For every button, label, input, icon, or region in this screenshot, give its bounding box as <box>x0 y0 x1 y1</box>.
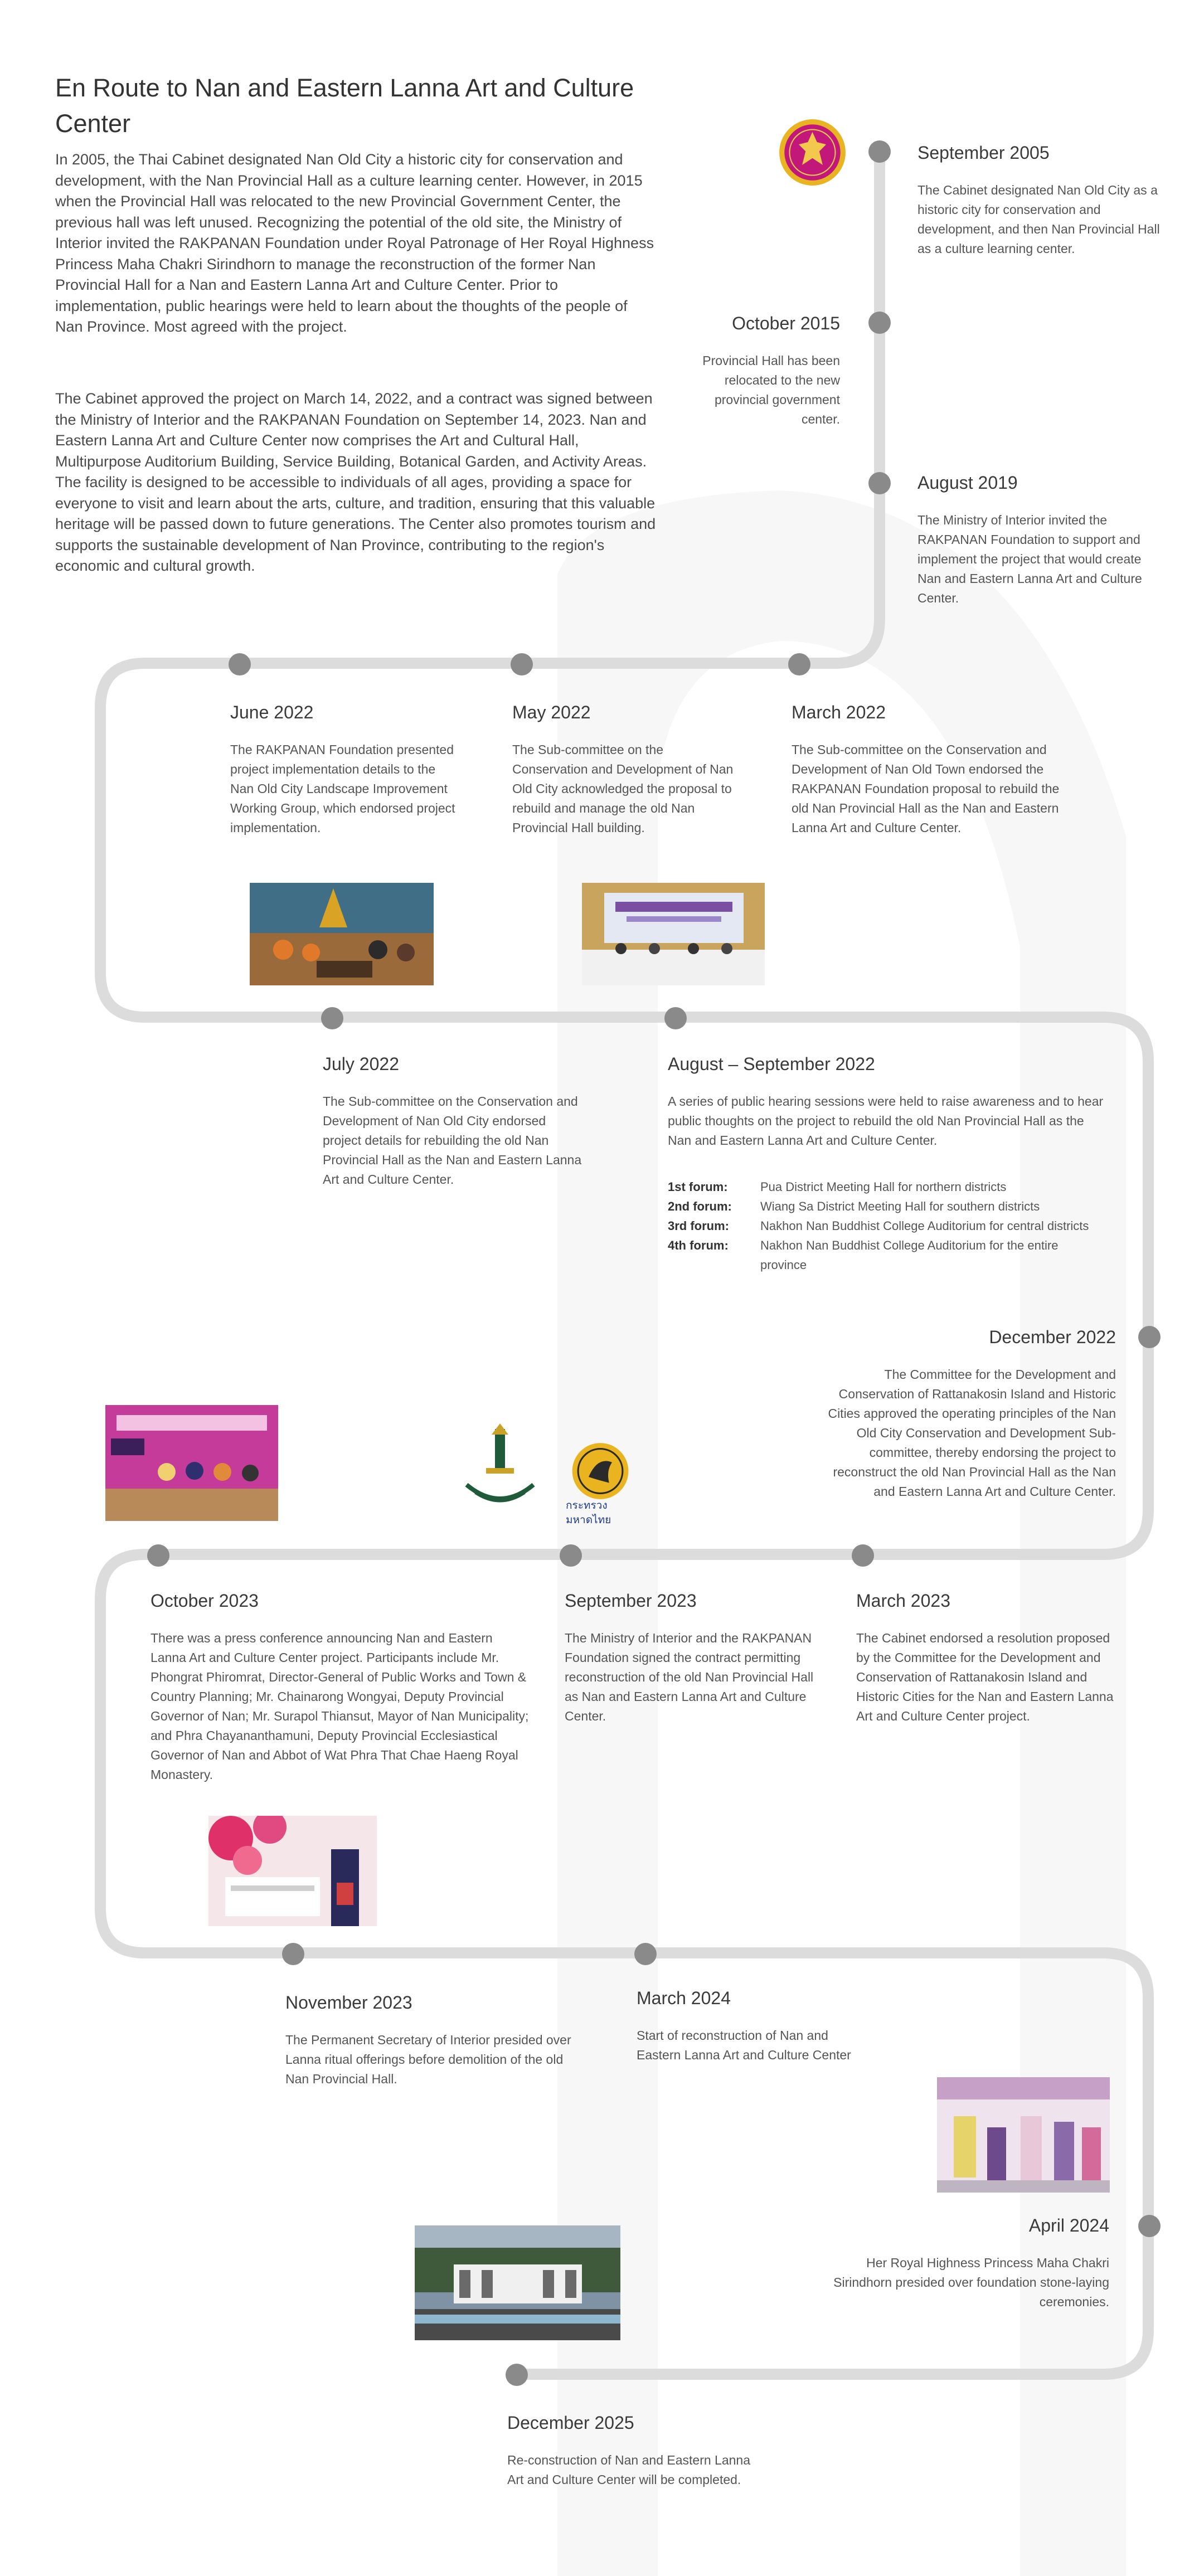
event-description: The RAKPANAN Foundation presented project implementation details to the Nan Old City Landscape Improvement Working Group, which endorsed project implementation. <box>230 742 455 835</box>
event-date: October 2023 <box>151 1591 259 1611</box>
event-description: The Sub-committee on the Conservation and Development of Nan Old Town endorsed the RAKPANAN Foundation proposal to rebuild the old Nan Provincial Hall as the Nan and Eastern Lanna Art and Culture Center. <box>792 742 1060 835</box>
event-may-2022 <box>512 701 735 838</box>
event-mar-2022 <box>792 701 1076 838</box>
event-description: The Ministry of Interior invited the RAKPANAN Foundation to support and implement the project that would create Nan and Eastern Lanna Art and Culture Center. <box>917 513 1142 605</box>
forum-venue: Nakhon Nan Buddhist College Auditorium for the entire province <box>760 1238 1059 1272</box>
event-description: The Sub-committee on the Conservation and Development of Nan Old City acknowledged the proposal to rebuild and manage the old Nan Provincial Hall building. <box>512 742 734 835</box>
event-description: The Committee for the Development and Conservation of Rattanakosin Island and Historic Cities approved the operating principles of the Nan Old City Conservation and Development Sub-committee, thereby endorsing the project to reconstruct the old Nan Provincial Hall as the Nan and Eastern Lanna Art and Culture Center. <box>828 1367 1116 1499</box>
forum-row <box>668 1197 1103 1216</box>
event-date: October 2015 <box>732 313 840 333</box>
event-date: April 2024 <box>1028 2215 1109 2235</box>
event-date: July 2022 <box>323 1054 399 1074</box>
timeline-dot-sep-2023 <box>560 1544 582 1567</box>
timeline-dot-jun-2022 <box>229 653 251 675</box>
timeline-dot-dec-2025 <box>506 2364 528 2386</box>
photo-royal-ceremony <box>937 2077 1110 2193</box>
event-date: August – September 2022 <box>668 1054 875 1074</box>
nan-province-seal-logo <box>778 118 847 187</box>
event-oct-2015 <box>700 312 840 429</box>
event-date: August 2019 <box>917 473 1018 493</box>
event-date: March 2022 <box>792 702 886 722</box>
photo-subcommittee-meeting <box>582 883 765 985</box>
photo-press-conference <box>208 1816 377 1926</box>
event-description: Start of reconstruction of Nan and Eastern Lanna Art and Culture Center <box>637 2028 851 2062</box>
event-date: December 2022 <box>989 1327 1116 1347</box>
intro-paragraph-2: The Cabinet approved the project on March 14, 2022, and a contract was signed between the Ministry of Interior and the RAKPANAN Foundation on September 14, 2023. Nan and Eastern Lanna Art and Culture Center now comprises the Art and Cultural Hall, Multipurpose Auditorium Building, Service Building, Botanical Garden, and Activity Areas. The facility is designed to be accessible to individuals of all ages, providing a space for everyone to visit and learn about the arts, culture, and tradition, ensuring that this valuable heritage will be passed down to future generations. The Center also promotes tourism and supports the sustainable development of Nan Province, contributing to the region's economic and cultural growth. <box>55 390 656 574</box>
event-apr-2024 <box>825 2214 1109 2312</box>
event-nov-2023 <box>285 1991 575 2089</box>
event-jun-2022 <box>230 701 459 838</box>
event-date: September 2023 <box>565 1591 697 1611</box>
event-description: Provincial Hall has been relocated to the new provincial government center. <box>702 353 840 426</box>
event-description: There was a press conference announcing Nan and Eastern Lanna Art and Culture Center project. Participants include Mr. Phongrat Phiromrat, Director-General of Public Works and Town & Country Planning; Mr. Chainarong Wongyai, Deputy Provincial Governor of Nan; Mr. Surapol Thiansut, Mayor of Nan Municipality; and Phra Chayananthamuni, Deputy Provincial Ecclesiastical Governor of Nan and Abbot of Wat Phra That Chae Haeng Royal Monastery. <box>151 1631 529 1782</box>
event-date: November 2023 <box>285 1992 412 2013</box>
event-description: The Cabinet endorsed a resolution proposed by the Committee for the Development and Conservation of Rattanakosin Island and Historic Cities for the Nan and Eastern Lanna Art and Culture Center project. <box>856 1631 1114 1723</box>
event-sep-2005 <box>917 142 1174 259</box>
event-description: The Cabinet designated Nan Old City as a historic city for conservation and development, and then Nan Provincial Hall as a culture learning center. <box>917 183 1160 256</box>
forum-venue: Nakhon Nan Buddhist College Auditorium for central districts <box>760 1219 1089 1233</box>
timeline-dot-sep-2005 <box>868 140 891 163</box>
event-date: March 2023 <box>856 1591 950 1611</box>
photo-building-rendering <box>415 2225 620 2340</box>
timeline-dot-apr-2024 <box>1138 2215 1161 2237</box>
forum-label: 2nd forum: <box>668 1199 732 1213</box>
timeline-dot-may-2022 <box>511 653 533 675</box>
event-date: June 2022 <box>230 702 314 722</box>
event-mar-2024 <box>637 1987 871 2065</box>
timeline-dot-aug-sep-2022 <box>664 1007 687 1029</box>
forum-label: 4th forum: <box>668 1238 729 1252</box>
event-aug-sep-2022 <box>668 1053 1108 1150</box>
timeline-dot-jul-2022 <box>321 1007 343 1029</box>
photo-working-group-meeting <box>250 883 434 985</box>
forum-label: 1st forum: <box>668 1180 728 1194</box>
forum-row <box>668 1216 1103 1236</box>
timeline-dot-mar-2024 <box>634 1943 657 1965</box>
forum-row <box>668 1177 1103 1197</box>
event-date: September 2005 <box>917 143 1050 163</box>
event-date: March 2024 <box>637 1988 731 2008</box>
event-dec-2025 <box>507 2412 758 2490</box>
event-oct-2023 <box>151 1590 530 1785</box>
event-description: Re-construction of Nan and Eastern Lanna Art and Culture Center will be completed. <box>507 2453 750 2487</box>
event-description: The Sub-committee on the Conservation and Development of Nan Old City endorsed project details for rebuilding the old Nan Provincial Hall as the Nan and Eastern Lanna Art and Culture Center. <box>323 1094 582 1187</box>
event-mar-2023 <box>856 1590 1118 1726</box>
timeline-dot-mar-2023 <box>852 1544 874 1567</box>
event-sep-2023 <box>565 1590 827 1726</box>
timeline-dot-dec-2022 <box>1138 1326 1161 1348</box>
event-jul-2022 <box>323 1053 585 1189</box>
forum-venue: Pua District Meeting Hall for northern districts <box>760 1180 1007 1194</box>
forum-row <box>668 1236 1103 1275</box>
event-date: May 2022 <box>512 702 591 722</box>
rakpanan-foundation-logo <box>458 1423 542 1518</box>
intro-paragraph-1: In 2005, the Thai Cabinet designated Nan Old City a historic city for conservation and development, with the Nan Provincial Hall as a culture learning center. However, in 2015 when the Provincial Hall was relocated to the new Provincial Government Center, the previous hall was left unused. Recognizing the potential of the old site, the Ministry of Interior invited the RAKPANAN Foundation under Royal Patronage of Her Royal Highness Princess Maha Chakri Sirindhorn to manage the reconstruction of the former Nan Provincial Hall for a Nan and Eastern Lanna Art and Culture Center. Prior to implementation, public hearings were held to learn about the thoughts of the people of Nan Province. Most agreed with the project. <box>55 151 654 335</box>
timeline-dot-oct-2023 <box>147 1544 169 1567</box>
timeline-dot-nov-2023 <box>282 1943 304 1965</box>
timeline-dot-mar-2022 <box>788 653 810 675</box>
page-title: En Route to Nan and Eastern Lanna Art and Culture Center <box>55 74 634 138</box>
timeline-dot-oct-2015 <box>868 312 891 334</box>
event-description: The Permanent Secretary of Interior presided over Lanna ritual offerings before demolition of the old Nan Provincial Hall. <box>285 2033 571 2086</box>
ministry-of-interior-label: กระทรวงมหาดไทย <box>566 1500 611 1526</box>
forum-venue: Wiang Sa District Meeting Hall for southern districts <box>760 1199 1040 1213</box>
event-description: A series of public hearing sessions were held to raise awareness and to hear public thoughts on the project to rebuild the old Nan Provincial Hall as the Nan and Eastern Lanna Art and Culture Center. <box>668 1094 1104 1148</box>
photo-public-hearing-forum <box>105 1405 278 1521</box>
event-aug-2019 <box>917 472 1163 608</box>
forum-list <box>668 1177 1103 1275</box>
event-dec-2022 <box>825 1326 1116 1501</box>
forum-label: 3rd forum: <box>668 1219 729 1233</box>
timeline-dot-aug-2019 <box>868 472 891 494</box>
event-description: The Ministry of Interior and the RAKPANAN Foundation signed the contract permitting reconstruction of the old Nan Provincial Hall as Nan and Eastern Lanna Art and Culture Center. <box>565 1631 814 1723</box>
event-description: Her Royal Highness Princess Maha Chakri Sirindhorn presided over foundation stone-laying ceremonies. <box>833 2256 1109 2309</box>
event-date: December 2025 <box>507 2413 634 2433</box>
